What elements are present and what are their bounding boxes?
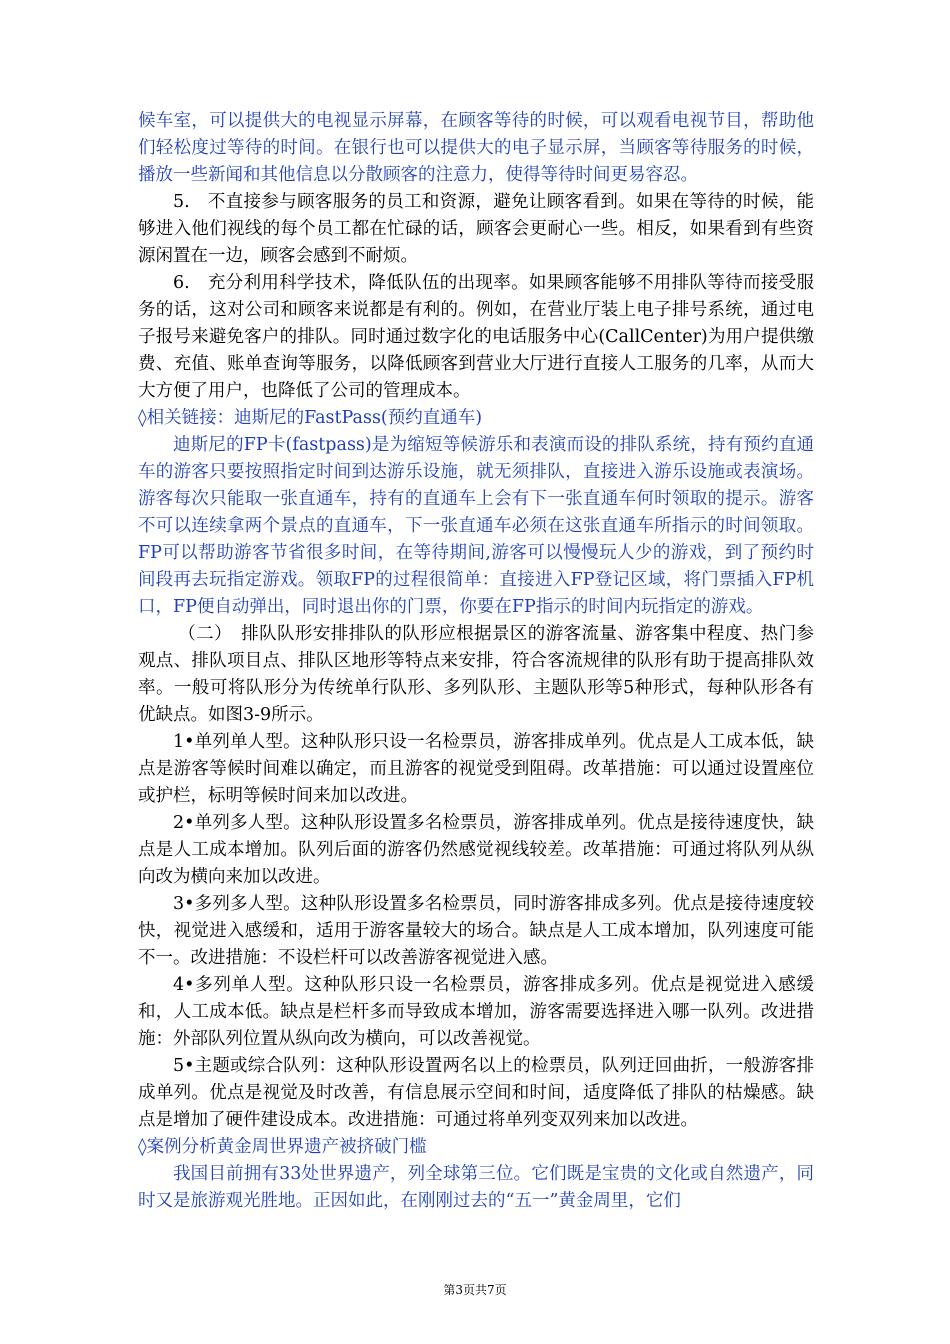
case-analysis-heading: ◊案例分析黄金周世界遗产被挤破门槛 bbox=[138, 1137, 427, 1157]
related-link-heading: ◊相关链接：迪斯尼的FastPass(预约直通车) bbox=[138, 408, 483, 428]
paragraph-case-analysis: 我国目前拥有33处世界遗产，列全球第三位。它们既是宝贵的文化或自然遗产，同时又是旅游观光胜地。正因如此，在刚刚过去的“五一”黄金周里，它们 bbox=[138, 1164, 814, 1211]
paragraph-queue-type-2: 2•单列多人型。这种队形设置多名检票员，游客排成单列。优点是接待速度快，缺点是人工成本增加。队列后面的游客仍然感觉视线较差。改革措施：可通过将队列从纵向改为横向来加以改进。 bbox=[138, 813, 814, 887]
paragraph-fastpass: 迪斯尼的FP卡(fastpass)是为缩短等候游乐和表演而设的排队系统，持有预约直通车的游客只要按照指定时间到达游乐设施，就无须排队，直接进入游乐设施或表演场。游客每次只能取一张直通车，持有的直通车上会有下一张直通车何时领取的提示。游客不可以连续拿两个景点的直通车，下一张直通车必须在这张直通车所指示的时间领取。FP可以帮助游客节省很多时间，在等待期间,游客可以慢慢玩人少的游戏，到了预约时间段再去玩指定游戏。领取FP的过程很简单：直接进入FP登记区域，将门票插入FP机口，FP便自动弹出，同时退出你的门票，你要在FP指示的时间内玩指定的游戏。 bbox=[138, 435, 814, 617]
paragraph-queue-type-4: 4•多列单人型。这种队形只设一名检票员，游客排成多列。优点是视觉进入感缓和，人工成本低。缺点是栏杆多而导致成本增加，游客需要选择进入哪一队列。改进措施：外部队列位置从纵向改为横向，可以改善视觉。 bbox=[138, 975, 814, 1049]
paragraph-item-6: 6. 充分利用科学技术，降低队伍的出现率。如果顾客能够不用排队等待而接受服务的话，这对公司和顾客来说都是有利的。例如，在营业厅装上电子排号系统，通过电子报号来避免客户的排队。同时通过数字化的电话服务中心(CallCenter)为用户提供缴费、充值、账单查询等服务，以降低顾客到营业大厅进行直接人工服务的几率，从而大大方便了用户，也降低了公司的管理成本。 bbox=[138, 273, 814, 401]
paragraph-waiting-room-continued: 候车室，可以提供大的电视显示屏幕，在顾客等待的时候，可以观看电视节目，帮助他们轻松度过等待的时间。在银行也可以提供大的电子显示屏，当顾客等待服务的时候，播放一些新闻和其他信息以分散顾客的注意力，使得等待时间更易容忍。 bbox=[138, 111, 814, 185]
document-body bbox=[138, 108, 814, 1215]
paragraph-queue-type-3: 3•多列多人型。这种队形设置多名检票员，同时游客排成多列。优点是接待速度较快，视觉进入感缓和，适用于游客量较大的场合。缺点是人工成本增加，队列速度可能不一。改进措施：不设栏杆可以改善游客视觉进入感。 bbox=[138, 894, 814, 968]
paragraph-queue-type-1: 1•单列单人型。这种队形只设一名检票员，游客排成单列。优点是人工成本低，缺点是游客等候时间难以确定，而且游客的视觉受到阻碍。改革措施：可以通过设置座位或护栏，标明等候时间来加以改进。 bbox=[138, 732, 814, 806]
paragraph-item-5: 5. 不直接参与顾客服务的员工和资源，避免让顾客看到。如果在等待的时候，能够进入他们视线的每个员工都在忙碌的话，顾客会更耐心一些。相反，如果看到有些资源闲置在一边，顾客会感到不耐烦。 bbox=[138, 192, 814, 266]
paragraph-section-2-queue-formation: （二） 排队队形安排排队的队形应根据景区的游客流量、游客集中程度、热门参观点、排队项目点、排队区地形等特点来安排，符合客流规律的队形有助于提高排队效率。一般可将队形分为传统单行队形、多列队形、主题队形等5种形式，每种队形各有优缺点。如图3-9所示。 bbox=[138, 624, 814, 725]
paragraph-queue-type-5: 5•主题或综合队列：这种队形设置两名以上的检票员，队列迂回曲折，一般游客排成单列。优点是视觉及时改善，有信息展示空间和时间，适度降低了排队的枯燥感。缺点是增加了硬件建设成本。改进措施：可通过将单列变双列来加以改进。 bbox=[138, 1056, 814, 1130]
page-footer: 第3页共7页 bbox=[443, 1283, 507, 1297]
